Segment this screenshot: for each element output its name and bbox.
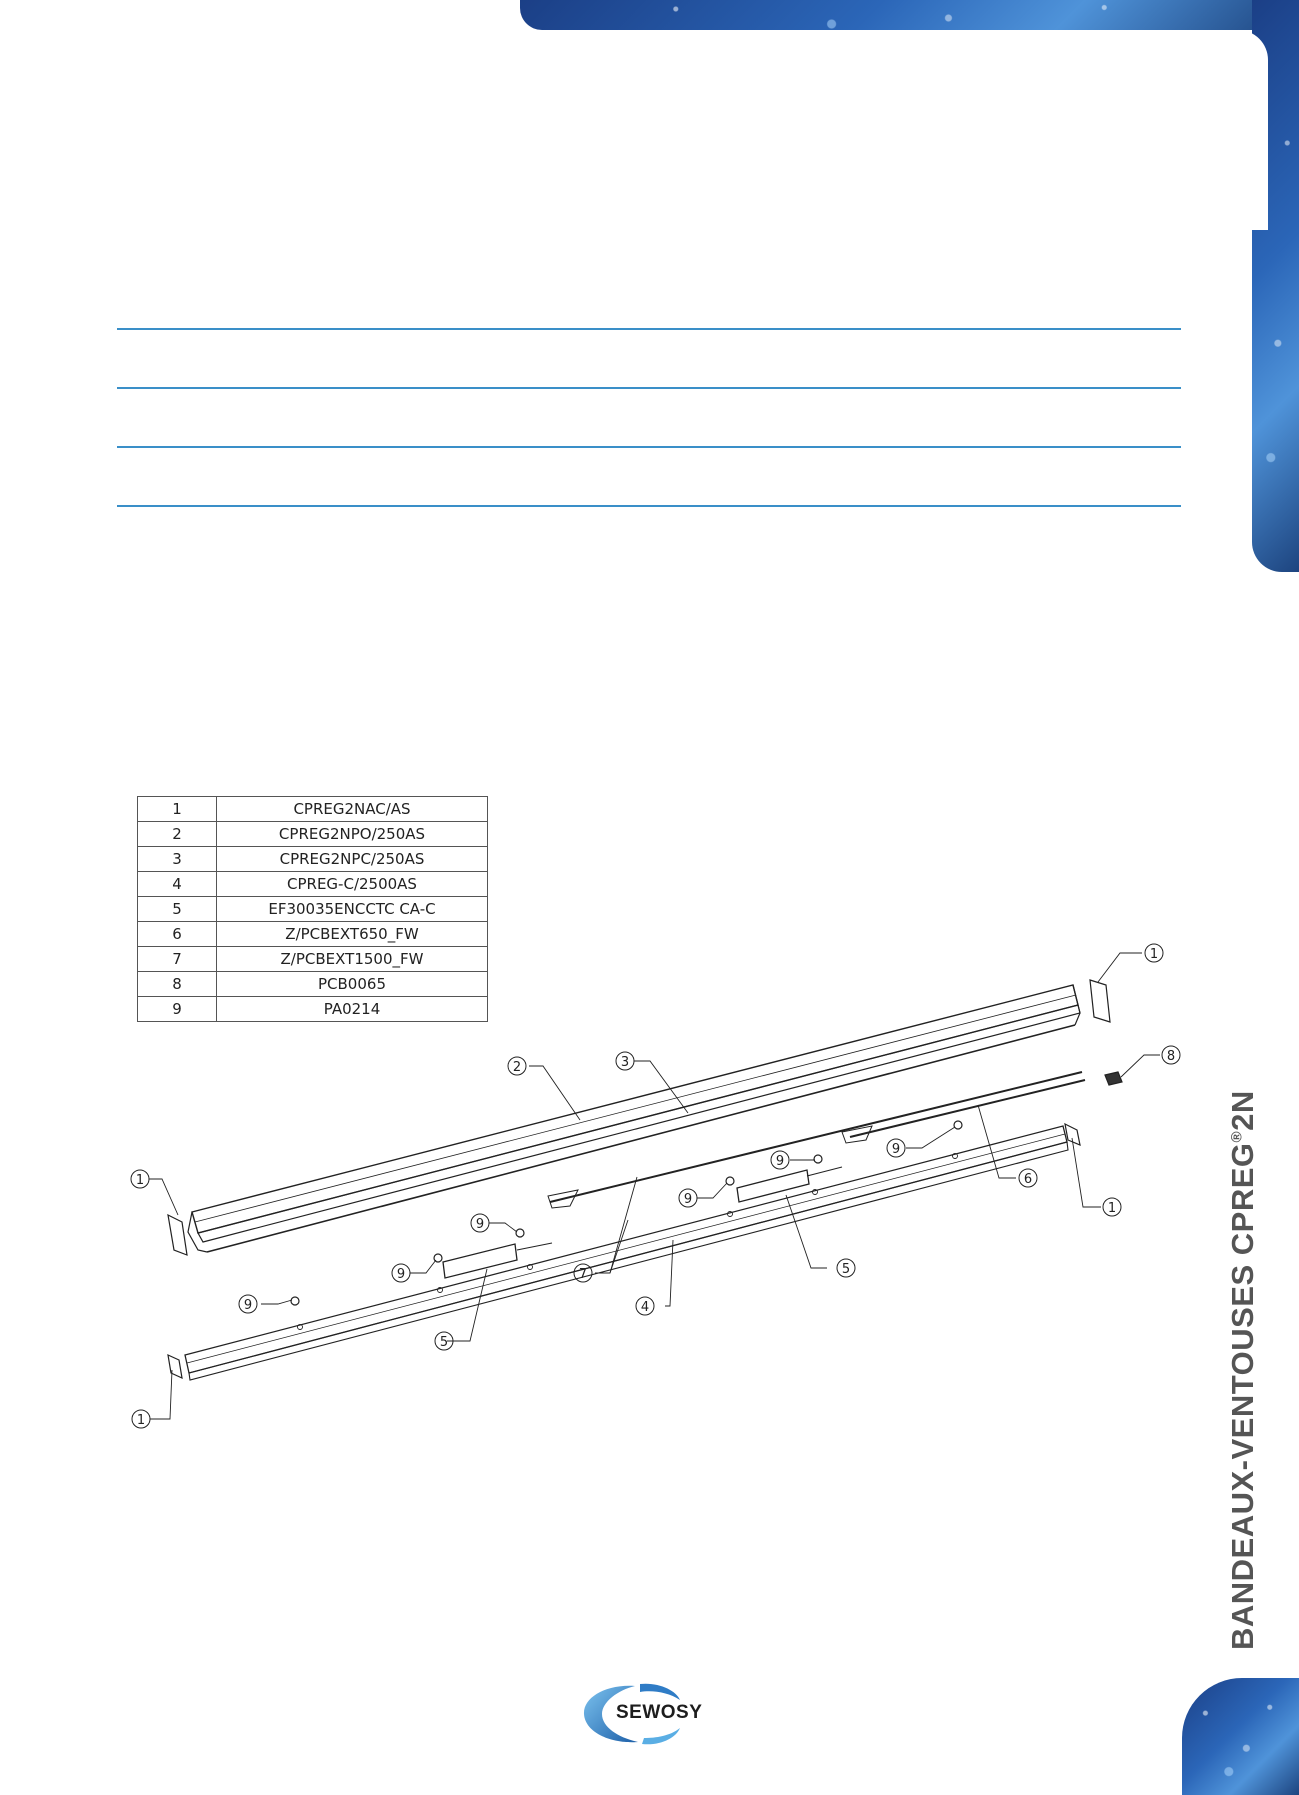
part-reference: PA0214 [217, 997, 488, 1022]
part-number: 2 [138, 822, 217, 847]
callout-number: 9 [775, 1154, 785, 1169]
callouts [131, 944, 1180, 1428]
side-title-suffix: 2N [1225, 1090, 1260, 1131]
part-number: 5 [138, 897, 217, 922]
part-reference: CPREG2NPO/250AS [217, 822, 488, 847]
callout-numbers [136, 947, 1175, 1428]
callout-number: 9 [475, 1217, 485, 1232]
part-reference: CPREG2NPC/250AS [217, 847, 488, 872]
part-number: 8 [138, 972, 217, 997]
registered-mark: ® [1228, 1130, 1246, 1143]
end-caps [168, 980, 1110, 1378]
side-title-main: BANDEAUX-VENTOUSES CPREG [1225, 1142, 1260, 1650]
part-reference: CPREG-C/2500AS [217, 872, 488, 897]
part-number: 6 [138, 922, 217, 947]
callout-number: 3 [620, 1055, 630, 1070]
callout-number: 1 [135, 1173, 145, 1188]
callout-number: 4 [640, 1300, 650, 1315]
connector-part [1105, 1072, 1122, 1085]
part-reference: PCB0065 [217, 972, 488, 997]
callout-number: 7 [578, 1267, 588, 1282]
part-reference: CPREG2NAC/AS [217, 797, 488, 822]
callout-number: 5 [841, 1262, 851, 1277]
part-reference: EF30035ENCCTC CA-C [217, 897, 488, 922]
callout-number: 1 [1149, 947, 1159, 962]
upper-profile [188, 985, 1080, 1252]
part-number: 3 [138, 847, 217, 872]
lower-profile [185, 1126, 1068, 1380]
callout-number: 8 [1166, 1049, 1176, 1064]
part-number: 1 [138, 797, 217, 822]
part-number: 9 [138, 997, 217, 1022]
logo-text: SEWOSY [616, 1702, 703, 1723]
part-number: 4 [138, 872, 217, 897]
part-reference: Z/PCBEXT1500_FW [217, 947, 488, 972]
part-number: 7 [138, 947, 217, 972]
callout-number: 1 [136, 1413, 146, 1428]
callout-number: 9 [891, 1142, 901, 1157]
callout-number: 9 [396, 1267, 406, 1282]
part-reference: Z/PCBEXT650_FW [217, 922, 488, 947]
callout-number: 1 [1107, 1201, 1117, 1216]
callout-number: 2 [512, 1060, 522, 1075]
callout-number: 5 [439, 1335, 449, 1350]
callout-number: 6 [1023, 1172, 1033, 1187]
callout-number: 9 [683, 1192, 693, 1207]
side-title [1225, 1090, 1261, 1650]
callout-number: 9 [243, 1298, 253, 1313]
